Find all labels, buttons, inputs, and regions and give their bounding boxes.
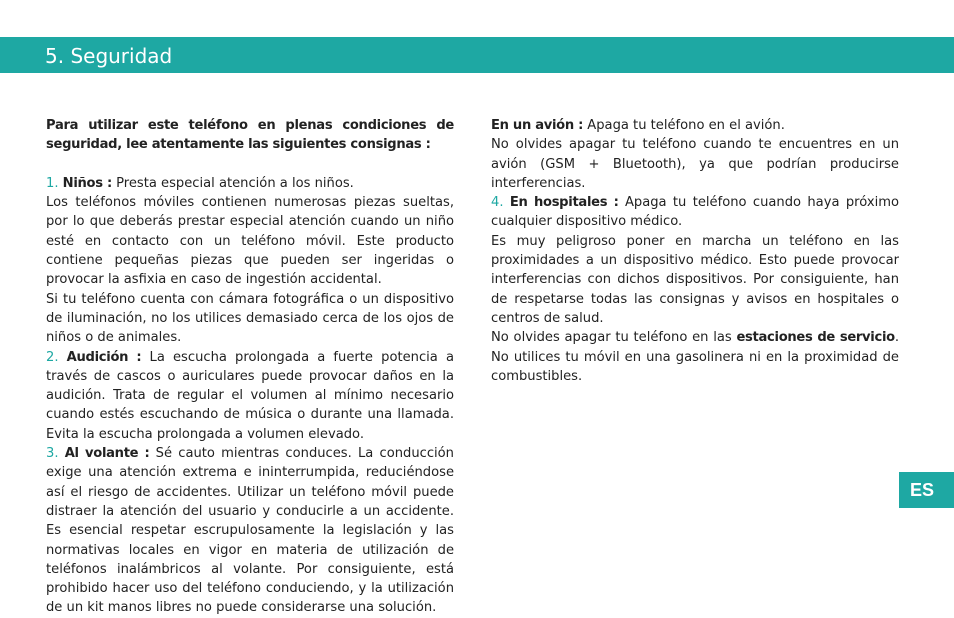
section-number: 1. — [46, 175, 59, 191]
section-hospitales-paragraph-2 — [491, 328, 899, 386]
intro-text: Para utilizar este teléfono en plenas condiciones de seguridad, lee atentamente las siguientes consignas : — [46, 118, 454, 153]
section-avion-paragraph-1: No olvides apagar tu teléfono cuando te encuentres en un avión (GSM + Bluetooth), ya que podrían producirse interferencias. — [491, 137, 899, 191]
section-header-bar — [0, 37, 954, 73]
section-number: 4. — [491, 195, 504, 211]
left-column — [46, 116, 454, 618]
section-audicion — [46, 348, 454, 444]
right-column — [491, 116, 899, 386]
section-lead: Presta especial atención a los niños. — [111, 175, 354, 191]
section-volante — [46, 444, 454, 618]
language-tab: ES — [899, 472, 954, 508]
section-avion — [491, 116, 899, 135]
section-ninos — [46, 174, 454, 193]
section-term: Niños : — [62, 175, 112, 191]
paragraph-text: . No utilices tu móvil en una gasolinera ni en la proximidad de combustibles. — [491, 330, 900, 384]
section-term: Audición : — [66, 349, 142, 365]
section-ninos-paragraph-2: Si tu teléfono cuenta con cámara fotográfica o un dispositivo de iluminación, no los utilices demasiado cerca de los ojos de niños o de animales. — [46, 291, 454, 346]
section-lead: La escucha prolongada a fuerte potencia a través de cascos o auriculares puede provocar daños en la audición. Trata de regular el volumen al mínimo necesario cuando estés escuchando de música o durante una llamada. Evita la escucha prolongada a volumen elevado. — [46, 349, 454, 442]
section-lead: Apaga tu teléfono cuando haya próximo cualquier dispositivo médico. — [491, 195, 899, 230]
section-hospitales — [491, 193, 899, 232]
section-term: Al volante : — [64, 446, 150, 462]
section-term: En un avión : — [491, 118, 584, 133]
section-lead: Sé cauto mientras conduces. La conducción exige una atención extrema e ininterrumpida, reduciéndose así el riesgo de accidentes. Utilizar un teléfono móvil puede distraer la atención del usuario y conducirle a un accidente. Es esencial respetar escrupulosamente la legislación y las normativas locales en vigor en materia de utilización de teléfonos inalámbricos al volante. Por consiguiente, está prohibido hacer uso del teléfono conduciendo, y la utilización de un kit manos libres no puede considerarse una solución. — [46, 446, 454, 616]
paragraph-text: No olvides apagar tu teléfono en las — [491, 330, 737, 346]
page-title: 5. Seguridad — [45, 44, 173, 68]
section-hospitales-paragraph-1: Es muy peligroso poner en marcha un teléfono en las proximidades a un dispositivo médico. Esto puede provocar interferencias con dichos dispositivos. Por consiguiente, han de respetarse todas las consignas y avisos en hospitales o centros de salud. — [491, 233, 899, 326]
section-ninos-paragraph-1: Los teléfonos móviles contienen numerosas piezas sueltas, por lo que deberás prestar especial atención cuando un niño esté en contacto con un teléfono móvil. Este producto contiene pequeñas piezas que pueden ser ingeridas o provocar la asfixia en caso de ingestión accidental. — [46, 195, 454, 288]
section-number: 2. — [46, 349, 59, 365]
service-stations-term: estaciones de servicio — [736, 330, 895, 346]
section-lead: Apaga tu teléfono en el avión. — [583, 118, 785, 133]
section-term: En hospitales : — [509, 195, 619, 211]
section-number: 3. — [46, 446, 59, 462]
